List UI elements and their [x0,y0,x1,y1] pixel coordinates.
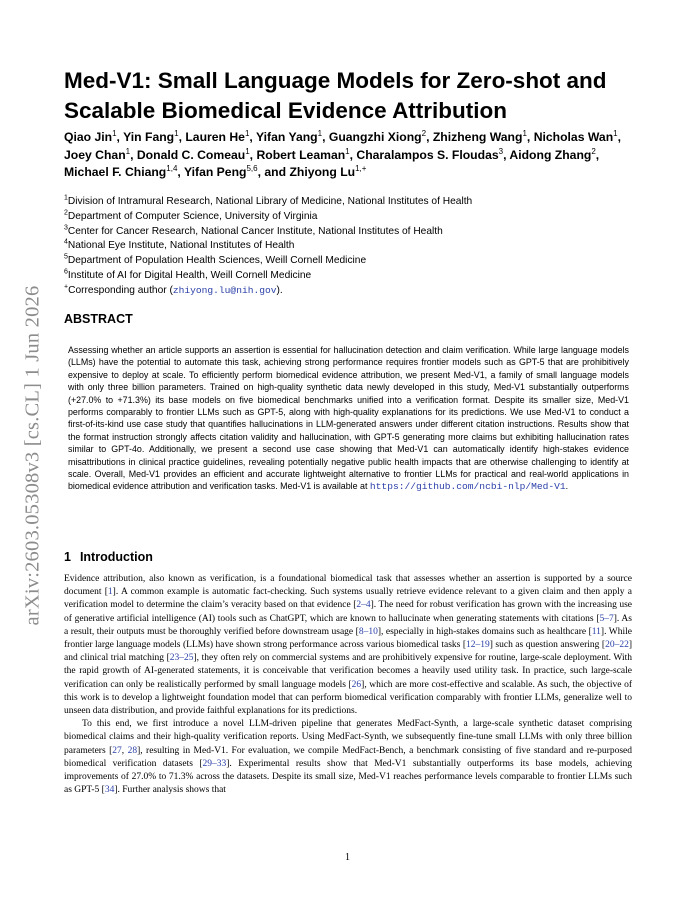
introduction-body [64,573,632,797]
author-affiliation-marker: 1 [345,146,350,156]
author [256,148,349,162]
author-name: Robert Leaman [256,147,346,162]
abstract-heading: ABSTRACT [64,312,133,326]
author-affiliation-marker: 1,4 [166,163,178,173]
author-name: Yin Fang [123,130,175,144]
author-name: Yifan Peng [183,165,247,179]
body-text-run: To this end, we first introduce a novel LLM-driven pipeline that generates MedFact-Synth, a large-scale synthetic dataset comprising biomedical claims and their high-quality verification reports. Using MedFact-Synth, we subsequently fine-tune small LLMs with only three billion parameters [ [64,719,632,756]
affiliation-marker: 3 [64,224,68,232]
author [289,165,366,179]
affiliation-marker: 4 [64,239,68,246]
page-number: 1 [345,852,350,863]
citation-link[interactable]: 29–33 [202,758,227,769]
author-affiliation-marker: 2 [591,146,596,156]
author [329,130,426,144]
author [433,130,527,144]
author-name: Donald C. Comeau [136,147,246,162]
arxiv-identifier-stamp [18,260,48,650]
author-name: Lauren He [185,130,245,144]
affiliation-text: Institute of AI for Digital Health, Weill Cornell Medicine [67,269,312,281]
author-name: Guangzhi Xiong [328,130,422,144]
author-name: Zhiyong Lu [289,165,356,179]
author-affiliation-marker: 1 [317,128,323,138]
paper-title: Med-V1: Small Language Models for Zero-shot and Scalable Biomedical Evidence Attribution [64,68,607,123]
author-affiliation-marker: 1 [125,146,131,156]
citation-link[interactable]: 1 [107,587,113,598]
author [256,130,322,144]
author-affiliation-marker: 1 [522,128,527,138]
author [534,130,618,144]
author-name: Qiao Jin [64,130,113,144]
author-list: Qiao Jin$^1$, Yin Fang$^1$, Lauren He$^1$, Yifan Yang$^1$, Guangzhi Xiong$^2$, Zhizheng Wang$^1$, Nicholas Wan$^1$, Joey Chan$^1$, Donald C. Comeau$^1$, Robert Leaman$^1$, Charalampos S. Floudas$^3$, Aidong Zhang$^2$, Michael F. Chiang$^{1,4}$, Yifan Peng$^{5,6}$, and Zhiyong $Lu^{1,+}$ [64,128,621,179]
corresponding-prefix: Corresponding author ( [68,284,173,296]
citation-link[interactable]: 34 [104,785,115,796]
citation-link[interactable]: 8–10 [358,626,378,637]
section-heading-introduction [64,550,153,564]
body-text-run: ]. Experimental results show that Med-V1 substantially outperforms its base models, achieving improvements of 27.0% to 71.3% across the datasets. Despite its small size, Med-V1 reaches performance levels comparable to frontier LLMs such as GPT-5 [ [64,758,632,796]
body-text-run: ]. Further analysis shows that [114,785,226,796]
body-text-run: ], they often rely on commercial systems and are prohibitively expensive for routine, large-scale deployment. With the rapid growth of AI-generated statements, it is conceivable that verification becomes a heavily used utility task. In practice, such large-scale verification can only be realistically performed by small language models [ [64,653,632,690]
intro-paragraph [64,573,632,718]
arxiv-id-text: arXiv:2603.05308v3 [cs.CL] 1 Jun 2026 [21,285,44,625]
section-title: Introduction [79,550,153,564]
affiliation-marker: 2 [64,209,68,217]
author-name: Michael F. Chiang [64,165,167,179]
author [185,130,249,144]
body-text-run: ], which are more cost-effective and scalable. As such, the objective of this work is to develop a lightweight foundation model that can perform biomedical verification comparably with frontier LLMs, generalize well to unseen data distribution, and provide faithful explanations for its predictions. [64,679,632,717]
author-name: Zhizheng Wang [432,130,523,144]
body-text-run: ] such as question answering [ [489,640,606,651]
corresponding-author-line [64,284,644,299]
affiliation-item [64,210,644,225]
author-name: Aidong Zhang [509,147,592,162]
author [509,148,595,162]
author [356,148,503,162]
body-text-run: ], especially in high-stakes domains such as healthcare [ [377,626,592,637]
author-affiliation-marker: 5,6 [246,163,258,173]
affiliations-block [64,195,644,299]
affiliation-text: Department of Computer Science, University of Virginia [67,210,318,222]
affiliation-item [64,195,644,210]
corresponding-marker: + [64,283,69,291]
affiliation-text: National Eye Institute, National Institutes of Health [67,240,295,252]
author-affiliation-marker: 1,+ [355,163,367,173]
body-text-run: Evidence attribution, also known as verification, is a foundational biomedical task that assesses whether an assertion is supported by a source document [ [64,574,632,598]
corresponding-suffix: ). [276,284,283,296]
github-link[interactable]: https://github.com/ncbi-nlp/Med-V1 [369,481,566,493]
citation-link[interactable]: 5–7 [599,613,614,624]
affiliation-list [64,195,644,284]
citation-link[interactable]: 11 [591,626,601,637]
author [64,148,130,162]
affiliation-marker: 1 [64,194,68,202]
body-text-run: , [121,745,128,756]
section-number: 1 [64,550,71,564]
body-text-run: ]. As a result, their outputs must be thoroughly verified before downstream usage [ [64,613,632,637]
author-affiliation-marker: 1 [112,128,117,138]
author-affiliation-marker: 1 [613,128,618,138]
body-text-run: ] and clinical trial matching [ [64,640,632,664]
body-text-run: ], resulting in Med-V1. For evaluation, we compile MedFact-Bench, a benchmark consisting of five standard and re-purposed biomedical verification datasets [ [64,745,632,769]
affiliation-text: Division of Intramural Research, National Library of Medicine, National Institutes of Health [67,196,473,207]
author-affiliation-marker: 2 [421,128,427,138]
abstract-body [68,344,629,494]
affiliation-text: Department of Population Health Sciences, Weill Cornell Medicine [67,255,367,267]
author-affiliation-marker: 3 [498,146,504,156]
affiliation-marker: 6 [64,268,68,276]
author-name: Charalampos S. Floudas [356,147,499,162]
body-text-run: ]. While frontier large language models (LLMs) have shown strong performance across various biomedical tasks [ [64,626,632,651]
author-affiliation-marker: 1 [174,128,179,138]
affiliation-item [64,254,644,269]
author [184,165,258,179]
body-text-run: ]. The need for robust verification has grown with the increasing use of generative artificial intelligence (AI) tools such as ChatGPT, which are known to hallucinate when generating statements with citations [ [64,600,632,624]
author-name: Yifan Yang [255,130,318,144]
citation-link[interactable]: 23–25 [169,653,194,664]
abstract-text: Assessing whether an article supports an assertion is essential for hallucination detection and claim verification. While large language models (LLMs) have the potential to automate this task, achieving strong performance requires frontier models such as GPT-5 that are prohibitively expensive to deploy at scale. To efficiently perform biomedical evidence attribution, we present Med-V1, a family of small language models with only three billion parameters. Trained on high-quality synthetic data newly developed in this study, Med-V1 substantially outperforms (+27.0% to +71.3%) its base models on five biomedical benchmarks unified into a verification format. Despite its smaller size, Med-V1 performs comparably to frontier LLMs such as GPT-5, along with high-quality explanations for its predictions. We use Med-V1 to conduct a first-of-its-kind use case study that quantifies hallucinations in LLM-generated answers under different citation instructions. Results show that the format instruction strongly affects citation validity and hallucination, with GPT-5 generating more claims but exhibiting hallucination rates similar to GPT-4o. Additionally, we present a second use case showing that Med-V1 can automatically identify high-stakes evidence misattributions in clinical practice guidelines, revealing potentially negative public health impacts that are otherwise challenging to identify at scale. Overall, Med-V1 provides an efficient and accurate lightweight alternative to frontier LLMs for practical and real-world applications in biomedical evidence attribution and verification tasks. Med-V1 is available at [68,345,629,492]
citation-link[interactable]: 27 [112,745,122,756]
author-affiliation-marker: 1 [245,146,250,156]
affiliation-marker: 5 [64,253,68,261]
citation-link[interactable]: 20–22 [605,640,629,651]
citation-link[interactable]: 2–4 [356,600,371,611]
citation-link[interactable]: 26 [351,679,362,690]
author [64,165,177,179]
author [137,148,250,162]
author [64,130,117,144]
citation-link[interactable]: 28 [127,745,138,756]
affiliation-item [64,225,644,240]
abstract-url-suffix: . [565,481,569,492]
affiliation-text: Center for Cancer Research, National Cancer Institute, National Institutes of Health [67,225,443,237]
affiliation-item [64,269,644,284]
author [123,130,178,144]
body-text-run: ]. A common example is automatic fact-checking. Such systems usually retrieve evidence relevant to a given claim and then apply a verification model to determine the claim’s veracity based on that evidence [ [64,587,632,611]
affiliation-item [64,239,644,254]
author-name: Nicholas Wan [533,130,614,144]
citation-link[interactable]: 12–19 [466,640,490,651]
corresponding-email-link[interactable]: zhiyong.lu@nih.gov [172,284,277,296]
intro-paragraph [64,718,632,797]
author-name: Joey Chan [64,147,126,162]
author-affiliation-marker: 1 [244,128,250,138]
